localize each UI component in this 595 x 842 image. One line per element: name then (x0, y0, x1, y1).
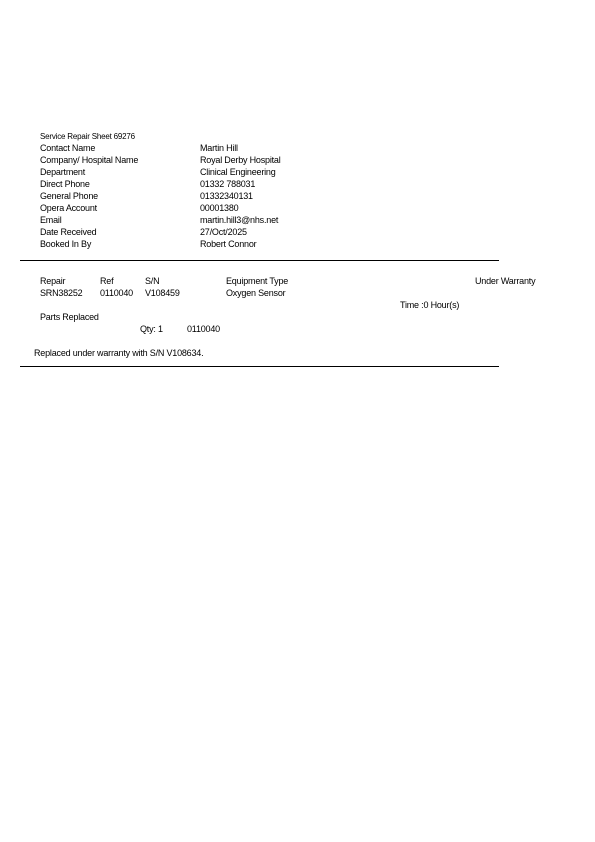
company-label: Company/ Hospital Name (40, 155, 139, 165)
ref-column-header: Ref (100, 276, 114, 286)
repair-number: SRN38252 (40, 288, 83, 298)
department-value: Clinical Engineering (200, 167, 276, 177)
part-quantity: Qty: 1 (140, 324, 163, 334)
ref-value: 0110040 (100, 288, 133, 298)
direct-phone-value: 01332 788031 (200, 179, 256, 189)
opera-account-label: Opera Account (40, 203, 97, 213)
email-label: Email (40, 215, 62, 225)
booked-in-by-label: Booked In By (40, 239, 92, 249)
parts-replaced-label: Parts Replaced (40, 312, 99, 322)
repair-column-header: Repair (40, 276, 66, 286)
email-value: martin.hill3@nhs.net (200, 215, 279, 225)
repair-note: Replaced under warranty with S/N V108634. (34, 348, 204, 358)
general-phone-value: 01332340131 (200, 191, 253, 201)
date-received-label: Date Received (40, 227, 97, 237)
contact-name-value: Martin Hill (200, 143, 238, 153)
sn-column-header: S/N (145, 276, 160, 286)
date-received-value: 27/Oct/2025 (200, 227, 247, 237)
sn-value: V108459 (145, 288, 180, 298)
under-warranty-label: Under Warranty (475, 276, 536, 286)
part-number: 0110040 (187, 324, 220, 334)
contact-name-label: Contact Name (40, 143, 96, 153)
booked-in-by-value: Robert Connor (200, 239, 257, 249)
equipment-type-value: Oxygen Sensor (226, 288, 286, 298)
company-value: Royal Derby Hospital (200, 155, 281, 165)
top-divider (20, 260, 499, 261)
bottom-divider (20, 366, 499, 367)
opera-account-value: 00001380 (200, 203, 239, 213)
department-label: Department (40, 167, 86, 177)
sheet-title: Service Repair Sheet 69276 (40, 132, 135, 141)
equipment-type-column-header: Equipment Type (226, 276, 289, 286)
general-phone-label: General Phone (40, 191, 98, 201)
time-spent: Time :0 Hour(s) (400, 300, 460, 310)
direct-phone-label: Direct Phone (40, 179, 90, 189)
